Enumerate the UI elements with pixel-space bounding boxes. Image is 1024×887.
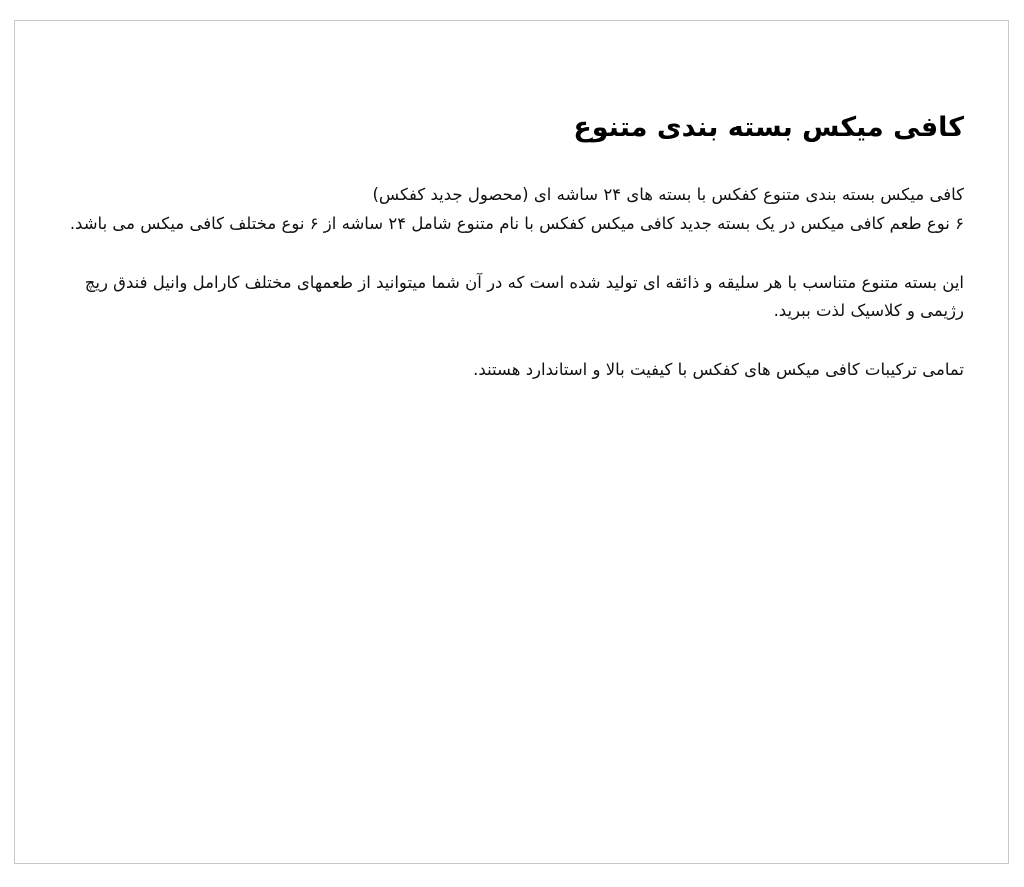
intro-line-2: ۶ نوع طعم کافی میکس در یک بسته جدید کافی میکس کفکس با نام متنوع شامل ۲۴ ساشه از ۶ نوع مختلف کافی میکس می باشد. [69, 213, 964, 233]
article-title: کافی میکس بسته بندی متنوع [573, 112, 964, 143]
flavors-paragraph: این بسته متنوع متناسب با هر سلیقه و ذائقه ای تولید شده است که در آن شما میتوانید از طعمهای مختلف کارامل وانیل فندق ریچ رژیمی و کلاسیک لذت ببرید. [84, 272, 964, 321]
intro-line-1: کافی میکس بسته بندی متنوع کفکس با بسته های ۲۴ ساشه ای (محصول جدید کفکس) [372, 184, 964, 204]
quality-paragraph: تمامی ترکیبات کافی میکس های کفکس با کیفیت بالا و استاندارد هستند. [473, 360, 964, 380]
article-body [59, 111, 964, 415]
intro-paragraph [59, 181, 964, 239]
content-frame [14, 20, 1009, 864]
